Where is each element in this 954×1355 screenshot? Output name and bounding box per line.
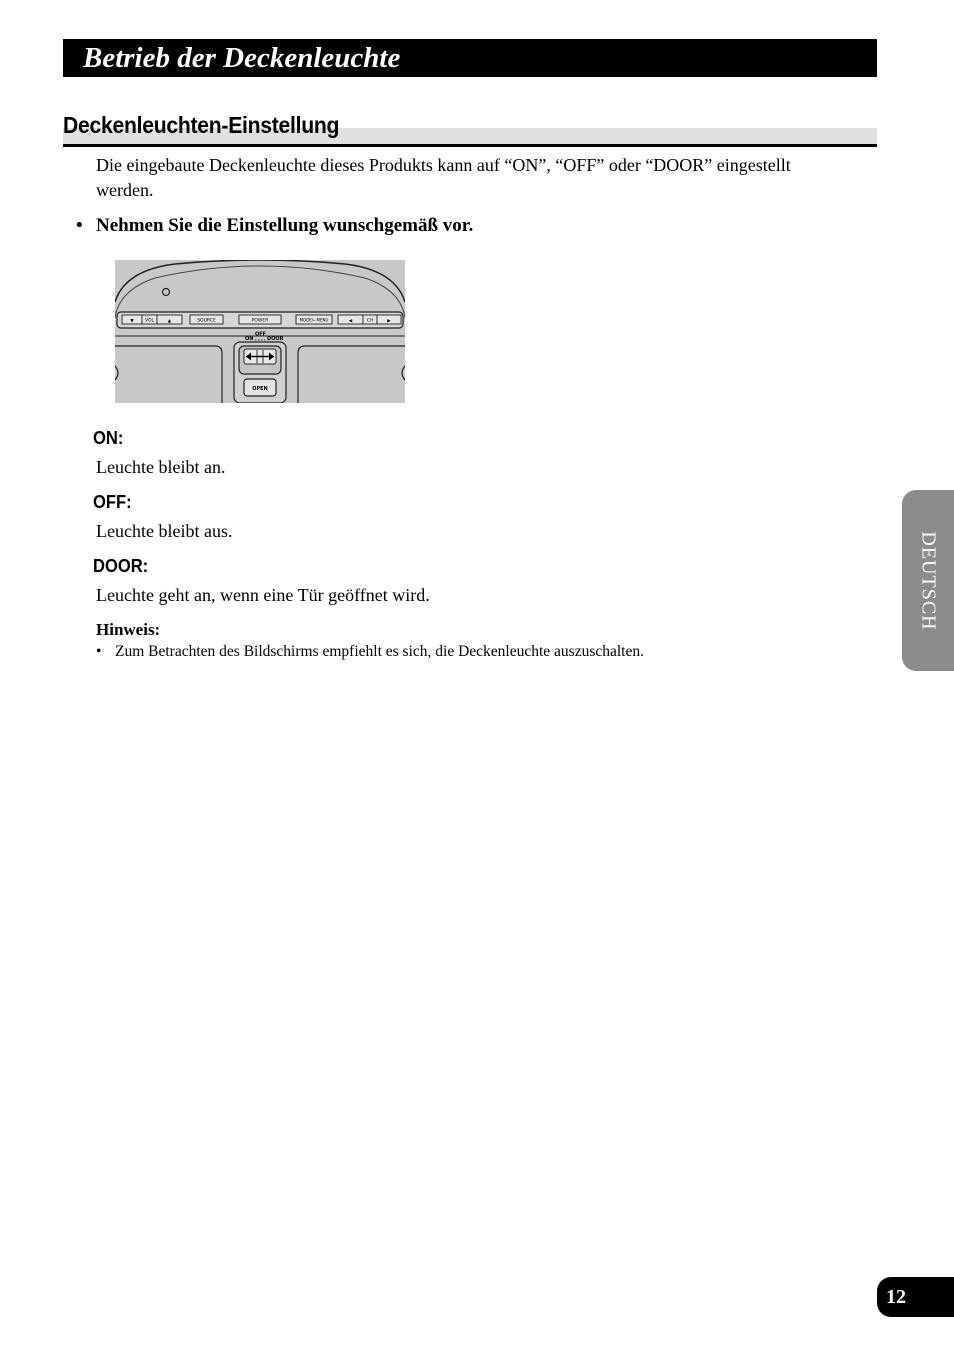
open-label: OPEN <box>252 386 268 392</box>
mode-menu-label: MODE/←MENU <box>299 317 329 323</box>
page-title: Betrieb der Deckenleuchte <box>63 39 877 77</box>
language-tab <box>902 490 954 671</box>
switch-label-off: OFF <box>255 331 267 338</box>
intro-paragraph: Die eingebaute Deckenleuchte dieses Produkts kann auf “ON”, “OFF” oder “DOOR” eingestellt werden. <box>96 155 791 200</box>
dome-light-illustration <box>115 260 405 403</box>
note-bullet: • <box>96 643 102 660</box>
section-heading-text: Deckenleuchten-Einstellung <box>63 112 340 138</box>
instruction-bullet: • <box>76 215 83 236</box>
instruction-text: Nehmen Sie die Einstellung wunschgemäß vor. <box>96 215 474 236</box>
page-number: 12 <box>877 1277 954 1317</box>
desc-on: Leuchte bleibt an. <box>96 457 226 477</box>
term-door: DOOR: <box>93 556 149 576</box>
desc-door: Leuchte geht an, wenn eine Tür geöffnet wird. <box>96 585 430 605</box>
vol-label: VOL <box>144 318 155 324</box>
section-heading <box>63 110 877 147</box>
ch-down-label: ◀ <box>348 319 353 324</box>
term-off: OFF: <box>93 492 132 512</box>
instruction <box>76 213 473 239</box>
note-title: Hinweis: <box>96 620 161 639</box>
note-text: Zum Betrachten des Bildschirms empfiehlt es sich, die Deckenleuchte auszuschalten. <box>115 643 644 660</box>
ch-up-label: ▶ <box>387 319 391 324</box>
vol-down-label: ▼ <box>130 319 134 324</box>
ch-label: CH <box>366 318 374 324</box>
language-tab-label: DEUTSCH <box>917 530 940 631</box>
source-label: SOURCE <box>197 318 216 324</box>
term-on: ON: <box>93 428 124 448</box>
switch-label-door: DOOR <box>267 336 284 342</box>
power-label: POWER <box>251 318 269 324</box>
note-item <box>96 643 644 661</box>
desc-off: Leuchte bleibt aus. <box>96 521 233 541</box>
vol-up-label: ▲ <box>167 319 172 324</box>
switch-label-on: ON <box>245 336 254 342</box>
